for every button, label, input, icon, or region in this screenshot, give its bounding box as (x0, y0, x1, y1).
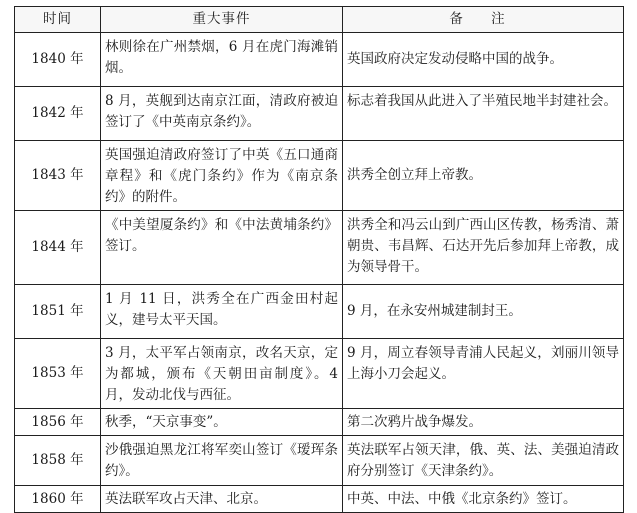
table-row (15, 339, 624, 409)
table-row (15, 211, 624, 285)
note-cell: 第二次鸦片战争爆发。 (343, 409, 624, 436)
event-cell: 英法联军攻占天津、北京。 (101, 486, 343, 513)
table-row (15, 285, 624, 339)
table-body (15, 33, 624, 513)
history-events-table (14, 6, 624, 513)
year-cell: 1842 年 (15, 87, 101, 141)
event-cell: 1 月 11 日，洪秀全在广西金田村起义，建号太平天国。 (101, 285, 343, 339)
table-row (15, 409, 624, 436)
year-cell: 1851 年 (15, 285, 101, 339)
year-cell: 1853 年 (15, 339, 101, 409)
note-cell: 英国政府决定发动侵略中国的战争。 (343, 33, 624, 87)
table-row (15, 141, 624, 211)
year-cell: 1843 年 (15, 141, 101, 211)
table-header (15, 7, 624, 33)
table-row (15, 436, 624, 486)
table-row (15, 33, 624, 87)
header-event: 重大事件 (101, 7, 343, 33)
header-year: 时间 (15, 7, 101, 33)
note-cell: 中英、中法、中俄《北京条约》签订。 (343, 486, 624, 513)
event-cell: 8 月，英舰到达南京江面，清政府被迫签订了《中英南京条约》。 (101, 87, 343, 141)
note-cell: 标志着我国从此进入了半殖民地半封建社会。 (343, 87, 624, 141)
event-cell: 沙俄强迫黑龙江将军奕山签订《瑷珲条约》。 (101, 436, 343, 486)
year-cell: 1860 年 (15, 486, 101, 513)
event-cell: 英国强迫清政府签订了中英《五口通商章程》和《虎门条约》作为《南京条约》的附件。 (101, 141, 343, 211)
event-cell: 秋季，“天京事变”。 (101, 409, 343, 436)
note-cell: 洪秀全创立拜上帝教。 (343, 141, 624, 211)
year-cell: 1858 年 (15, 436, 101, 486)
year-cell: 1840 年 (15, 33, 101, 87)
note-cell: 9 月，在永安州城建制封王。 (343, 285, 624, 339)
event-cell: 3 月，太平军占领南京，改名天京，定为都城，颁布《天朝田亩制度》。4 月，发动北伐与西征。 (101, 339, 343, 409)
header-note: 备 注 (343, 7, 624, 33)
header-row (15, 7, 624, 33)
table-row (15, 486, 624, 513)
note-cell: 英法联军占领天津，俄、英、法、美强迫清政府分别签订《天津条约》。 (343, 436, 624, 486)
event-cell: 《中美望厦条约》和《中法黄埔条约》签订。 (101, 211, 343, 285)
note-cell: 洪秀全和冯云山到广西山区传教，杨秀清、萧朝贵、韦昌辉、石达开先后参加拜上帝教，成为领导骨干。 (343, 211, 624, 285)
year-cell: 1856 年 (15, 409, 101, 436)
year-cell: 1844 年 (15, 211, 101, 285)
note-cell: 9 月，周立春领导青浦人民起义，刘丽川领导上海小刀会起义。 (343, 339, 624, 409)
table-row (15, 87, 624, 141)
event-cell: 林则徐在广州禁烟，6 月在虎门海滩销烟。 (101, 33, 343, 87)
